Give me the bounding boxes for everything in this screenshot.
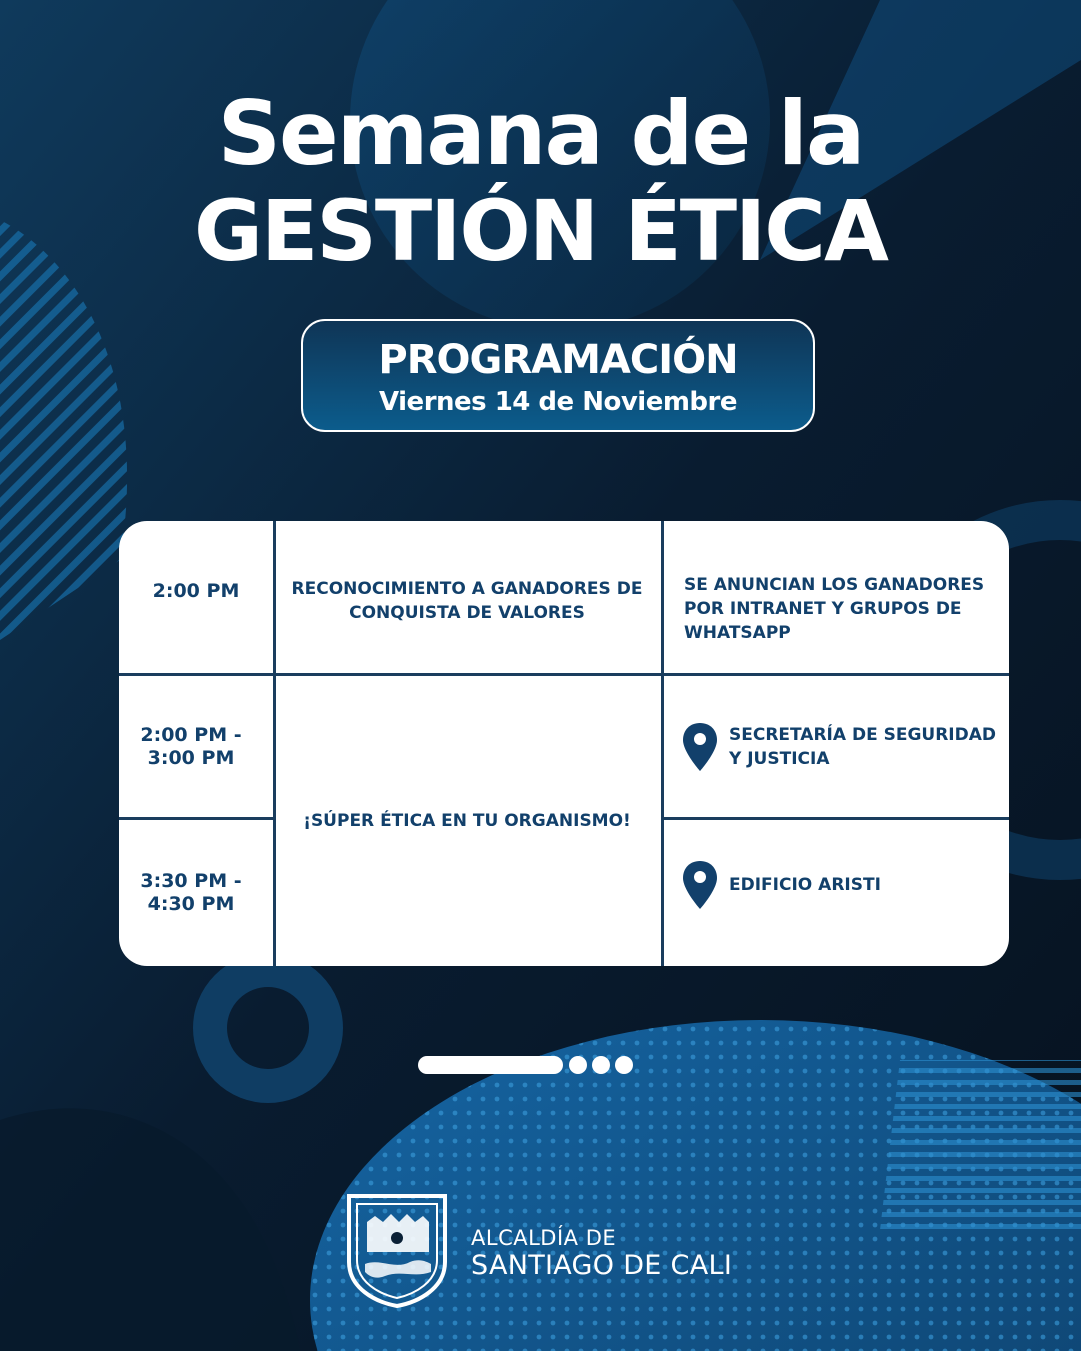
program-header-box [301, 319, 815, 432]
page-title-line-2: GESTIÓN ÉTICA [194, 182, 887, 280]
schedule-time-3: 3:30 PM - 4:30 PM [140, 870, 242, 915]
schedule-time-2: 2:00 PM - 3:00 PM [140, 723, 242, 769]
program-heading: PROGRAMACIÓN [378, 337, 738, 383]
schedule-table [119, 521, 1009, 966]
logo-text-line-2: SANTIAGO DE CALI [471, 1250, 733, 1281]
schedule-activity-shared: ¡SÚPER ÉTICA EN TU ORGANISMO! [303, 811, 631, 831]
schedule-place-1: SE ANUNCIAN LOS GANADORES POR INTRANET Y GRUPOS DE WHATSAPP [684, 574, 985, 643]
schedule-place-3-row [681, 820, 1001, 950]
schedule-place-2: SECRETARÍA DE SEGURIDAD Y JUSTICIA [729, 724, 997, 769]
cali-coat-of-arms-icon [345, 1192, 449, 1308]
schedule-time-1: 2:00 PM [152, 579, 240, 602]
location-pin-icon [681, 721, 719, 773]
logo-text-line-1: ALCALDÍA DE [471, 1226, 617, 1250]
carousel-indicator [418, 1054, 643, 1076]
page-title-line-1: Semana de la [217, 82, 864, 185]
carousel-dot [592, 1056, 610, 1074]
schedule-activity-1: RECONOCIMIENTO A GANADORES DE CONQUISTA DE VALORES [291, 579, 643, 623]
program-date: Viernes 14 de Noviembre [378, 387, 737, 417]
schedule-place-3: EDIFICIO ARISTI [729, 875, 881, 895]
schedule-place-2-row [681, 676, 1001, 817]
carousel-dot [569, 1056, 587, 1074]
location-pin-icon [681, 859, 719, 911]
table-divider [661, 521, 664, 966]
carousel-active-bar [418, 1056, 563, 1074]
table-divider [273, 521, 276, 966]
carousel-dot [615, 1056, 633, 1074]
